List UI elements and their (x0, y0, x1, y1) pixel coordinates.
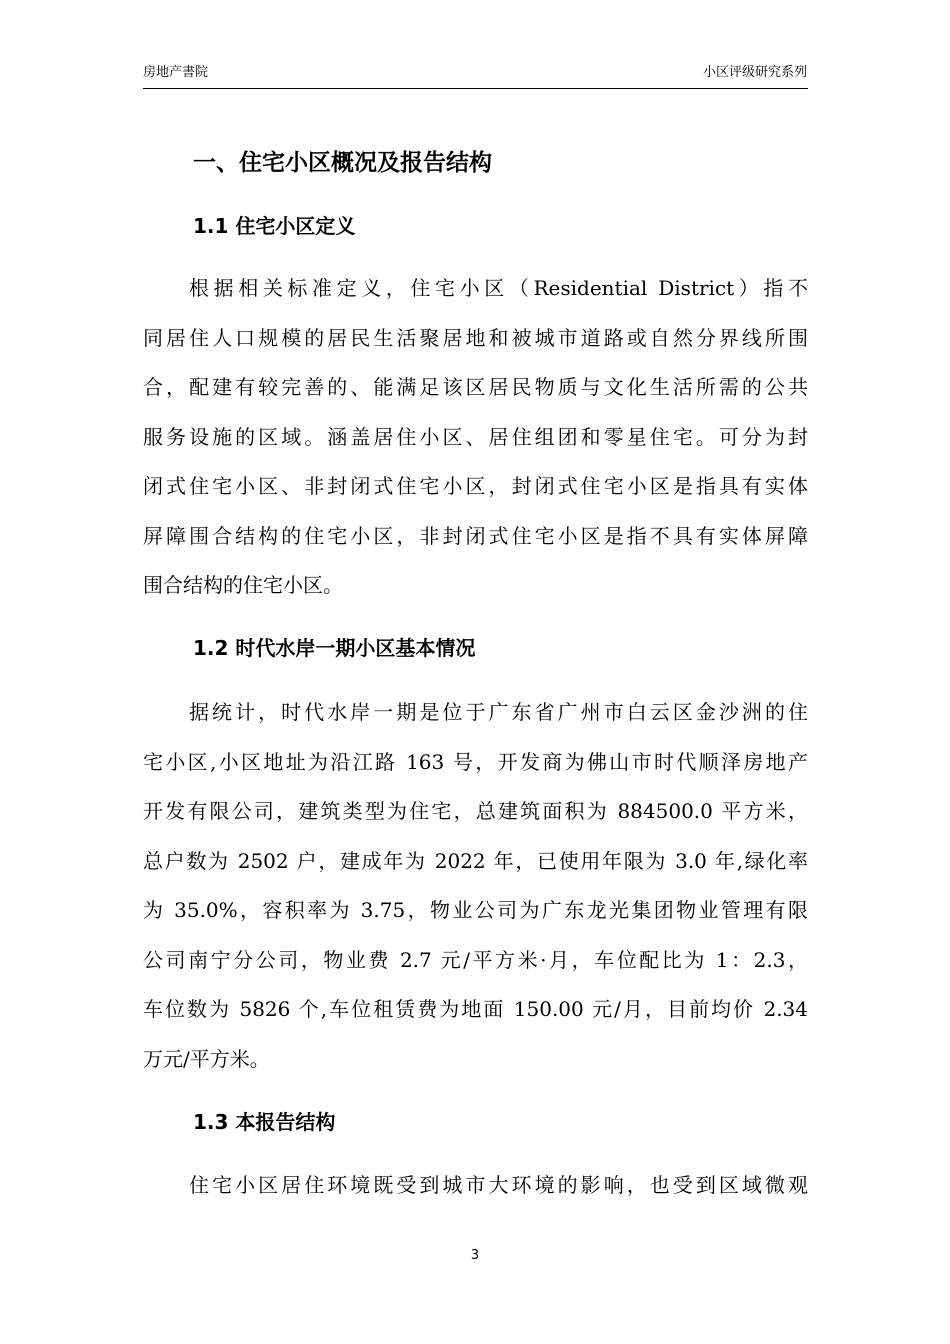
section-1-1-title: 1.1 住宅小区定义 (193, 214, 356, 238)
paragraph-line: 服务设施的区域。涵盖居住小区、居住组团和零星住宅。可分为封 (143, 424, 808, 449)
chapter-heading: 一、住宅小区概况及报告结构 (193, 150, 492, 176)
paragraph-line: 总户数为 2502 户，建成年为 2022 年，已使用年限为 3.0 年,绿化率 (143, 848, 808, 873)
paragraph-line: 闭式住宅小区、非封闭式住宅小区，封闭式住宅小区是指具有实体 (143, 474, 808, 498)
section-1-2-body (143, 688, 808, 1084)
paragraph-line: 屏障围合结构的住宅小区，非封闭式住宅小区是指不具有实体屏障 (143, 523, 808, 548)
paragraph-line: 根据相关标准定义，住宅小区（Residential District）指不 (189, 276, 808, 300)
paragraph-line: 合，配建有较完善的、能满足该区居民物质与文化生活所需的公共 (143, 375, 808, 399)
paragraph-line: 万元/平方米。 (143, 1046, 270, 1071)
section-1-3-body (143, 1161, 808, 1211)
page-header-right: 小区评级研究系列 (702, 65, 807, 80)
paragraph-line: 宅小区,小区地址为沿江路 163 号，开发商为佛山市时代顺泽房地产 (143, 749, 808, 774)
paragraph-line: 围合结构的住宅小区。 (143, 573, 343, 597)
paragraph-line: 车位数为 5826 个,车位租赁费为地面 150.00 元/月，目前均价 2.34 (143, 997, 808, 1021)
paragraph-line: 同居住人口规模的居民生活聚居地和被城市道路或自然分界线所围 (143, 325, 808, 350)
section-1-3-title: 1.3 本报告结构 (193, 1110, 336, 1134)
section-1-2-title: 1.2 时代水岸一期小区基本情况 (193, 636, 476, 660)
paragraph-line: 为 35.0%，容积率为 3.75，物业公司为广东龙光集团物业管理有限 (143, 898, 808, 922)
header-rule (143, 88, 808, 89)
page-number: 3 (470, 1248, 480, 1263)
paragraph-line: 开发有限公司，建筑类型为住宅，总建筑面积为 884500.0 平方米， (143, 799, 808, 823)
section-1-1-body (143, 264, 808, 611)
paragraph-line: 住宅小区居住环境既受到城市大环境的影响，也受到区域微观 (189, 1173, 808, 1197)
paragraph-line: 据统计，时代水岸一期是位于广东省广州市白云区金沙洲的住 (189, 700, 808, 724)
page-header-left: 房地产書院 (143, 65, 209, 80)
paragraph-line: 公司南宁分公司，物业费 2.7 元/平方米·月，车位配比为 1：2.3， (143, 947, 808, 972)
